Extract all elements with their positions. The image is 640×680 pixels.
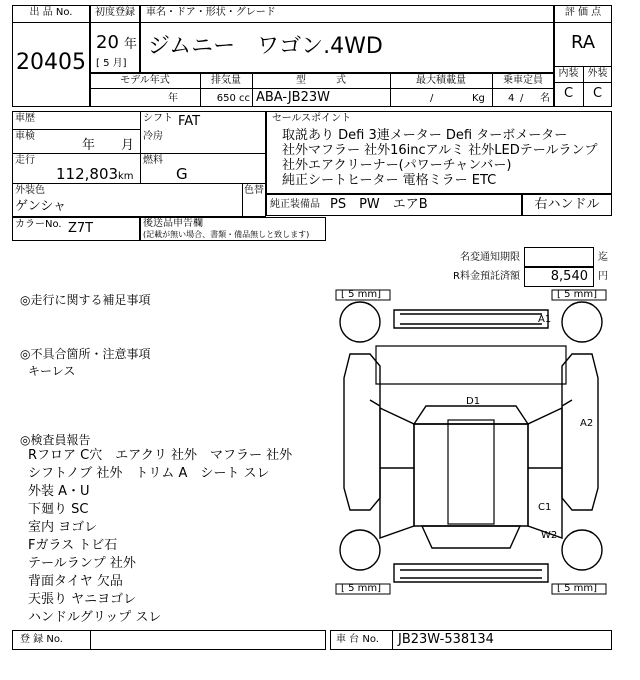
fuel: G <box>176 165 188 183</box>
mileage-label: 走行 <box>15 155 35 166</box>
car-name: ジムニー ワゴン.4WD <box>148 34 383 59</box>
sales-points-title: セールスポイント <box>272 113 352 124</box>
exterior-color-label: 外装色 <box>15 185 45 196</box>
first-reg-label: 初度登録 <box>95 7 135 18</box>
history-label: 車歴 <box>15 113 35 124</box>
chassis-no: JB23W-538134 <box>398 632 494 647</box>
damage-mark: A2 <box>580 418 594 429</box>
lot-no: 20405 <box>16 50 86 75</box>
windshield <box>414 406 528 424</box>
sales-point-line: 社外マフラー 社外16incアルミ 社外LEDテールランプ <box>282 143 598 158</box>
defect-notes-title: ◎不具合箇所・注意事項 <box>20 347 151 361</box>
inspector-line: Fガラス トビ石 <box>28 538 118 553</box>
vehicle-damage-diagram <box>330 288 612 600</box>
color-change-label: 色替 <box>244 185 264 196</box>
inspection-label: 車検 <box>15 131 35 142</box>
model-year-unit: 年 <box>168 93 178 104</box>
displacement-label: 排気量 <box>211 75 241 86</box>
first-reg-year: 20 <box>96 32 119 53</box>
roof <box>414 424 528 526</box>
title-change-unit: 迄 <box>598 252 608 263</box>
tire-front-left-label: [ 5 mm] <box>341 289 382 300</box>
first-reg-year-unit: 年 <box>124 37 138 52</box>
damage-mark: W2 <box>541 530 558 541</box>
inspection-value: 年 月 <box>82 138 135 153</box>
docs-note: (記載が無い場合、書類・備品無しと致します) <box>143 230 310 239</box>
capacity-label: 乗車定員 <box>503 75 543 86</box>
interior-label: 内装 <box>558 68 579 79</box>
damage-mark: D1 <box>466 396 481 407</box>
shift-label: シフト <box>143 113 173 124</box>
capacity-unit: 名 <box>540 93 550 104</box>
inspector-line: 室内 ヨゴレ <box>28 520 98 535</box>
sales-point-line: 純正シートヒーター 電格ミラー ETC <box>282 173 497 188</box>
driving-notes-title: ◎走行に関する補足事項 <box>20 293 151 307</box>
front-bumper <box>394 310 548 328</box>
inspector-line: 外装 A・U <box>28 484 90 499</box>
body-right-side <box>562 354 598 510</box>
displacement: 650 cc <box>216 93 250 104</box>
inspector-line: Rフロア C穴 エアクリ 社外 マフラー 社外 <box>28 448 293 463</box>
rear-bumper <box>394 564 548 582</box>
registration-label: 登 録 No. <box>20 634 63 645</box>
equipment-value: PS PW エアB <box>330 197 428 212</box>
damage-mark: A1 <box>538 314 552 325</box>
equipment-label: 純正装備品 <box>270 199 320 210</box>
color-no: Z7T <box>68 221 94 236</box>
damage-mark: C1 <box>538 502 552 513</box>
car-name-label: 車名・ドア・形状・グレード <box>146 7 276 18</box>
recycle-value: 8,540 <box>550 269 588 284</box>
mileage: 112,803 <box>56 165 119 183</box>
sunroof-center <box>448 420 494 524</box>
hood <box>376 346 566 384</box>
inspector-notes-title: ◎検査員報告 <box>20 433 91 447</box>
title-change-label: 名変通知期限 <box>460 252 520 263</box>
ac-label: 冷房 <box>143 131 163 142</box>
max-load-unit: Kg <box>472 93 485 104</box>
capacity-sep: / <box>520 93 524 104</box>
exterior-color: ゲンシャ <box>15 199 67 214</box>
inspector-line: シフトノブ 社外 トリム A シート スレ <box>28 466 270 481</box>
chassis-label: 車 台 No. <box>336 634 379 645</box>
wheel-front-left <box>340 302 380 342</box>
exterior-label: 外装 <box>587 68 608 79</box>
capacity: 4 <box>508 93 515 104</box>
tire-front-right-label: [ 5 mm] <box>557 289 598 300</box>
door-left <box>380 408 414 538</box>
wheel-rear-right <box>562 530 602 570</box>
max-load-label: 最大積載量 <box>416 75 466 86</box>
color-no-label: カラーNo. <box>15 219 62 230</box>
tire-rear-left-label: [ 5 mm] <box>341 583 382 594</box>
inspector-line: ハンドルグリップ スレ <box>28 610 162 625</box>
fuel-label: 燃料 <box>143 155 163 166</box>
type-label: 型 式 <box>296 75 346 86</box>
tire-rear-right-label: [ 5 mm] <box>557 583 598 594</box>
shift: FAT <box>178 114 201 129</box>
title-change-field <box>524 247 594 267</box>
first-reg-month: [ 5 月] <box>96 58 127 69</box>
max-load-sep: / <box>430 93 434 104</box>
rating: RA <box>570 32 596 53</box>
recycle-unit: 円 <box>598 271 608 282</box>
door-right <box>528 408 562 538</box>
steering: 右ハンドル <box>534 197 600 212</box>
exterior-grade: C <box>592 86 603 101</box>
recycle-label: R料金預託済額 <box>453 271 520 282</box>
model-year-label: モデル年式 <box>120 75 170 86</box>
wheel-rear-left <box>340 530 380 570</box>
inspector-line: 背面タイヤ 欠品 <box>28 574 123 589</box>
type-value: ABA-JB23W <box>256 90 330 105</box>
body-left-side <box>344 354 380 510</box>
rating-label: 評 価 点 <box>564 7 602 18</box>
inspector-line: 天張り ヤニヨゴレ <box>28 592 137 607</box>
docs-label: 後送品申告欄 <box>143 218 203 229</box>
inspector-line: 下廻り SC <box>28 502 89 517</box>
rear-window <box>422 526 520 548</box>
inspector-line: テールランプ 社外 <box>28 556 136 571</box>
wheel-front-right <box>562 302 602 342</box>
defect-line: キーレス <box>28 364 76 378</box>
sales-point-line: 社外エアクリーナー(パワーチャンバー) <box>282 158 512 173</box>
sales-point-line: 取説あり Defi 3連メーター Defi ターボメーター <box>282 128 568 143</box>
interior-grade: C <box>563 86 574 101</box>
lot-no-label: 出 品 No. <box>29 7 73 18</box>
mileage-unit: km <box>118 171 134 182</box>
